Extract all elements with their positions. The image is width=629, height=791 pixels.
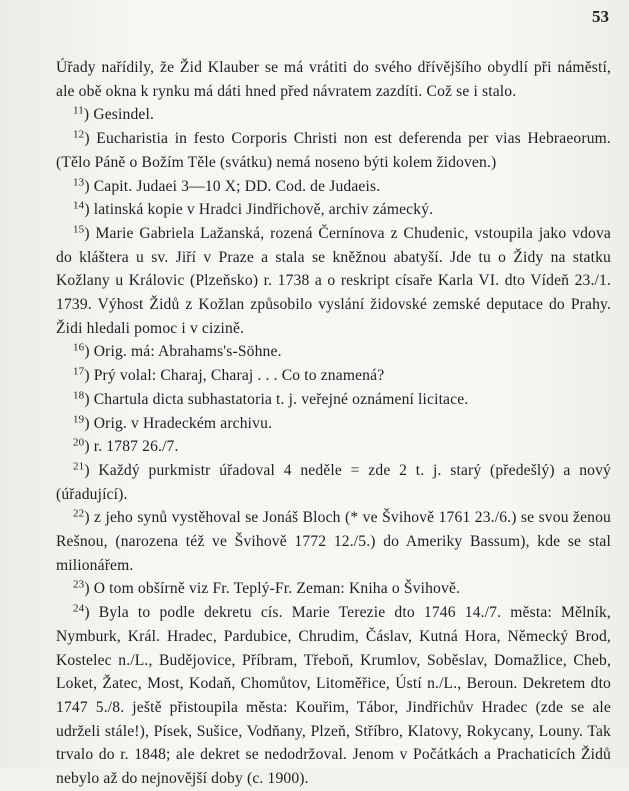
- footnote-24: $^{24}$) Byla to podle dekretu cís. Marie Terezie dto 1746 14./7. města: Mělník, Nymburk, Král. Hradec, Pardubice, Chrudim, Čáslav, Kutná Hora, Německý Brod, Kostelec n./L., Budějovice, Příbram, Třeboň, Krumlov, Soběslav, Domažlice, Cheb, Loket, Žatec, Most, Kodaň, Chomůtov, Litoměřice, Ústí n./L., Beroun. Dekretem dto 1747 5./8. ještě přistoupila města: Kouřim, Tábor, Jindřichův Hradec (zde se ale udrželi stále!), Písek, Sušice, Vodňany, Plzeň, Stříbro, Klatovy, Rokycany, Louny. Tak trvalo do r. 1848; ale dekret se nedodržoval. Jenom v Počátkách a Prachaticích Židů nebylo až do nejnovější doby (c. 1900).: [56, 602, 611, 788]
- footnote-mark-23: 23: [73, 578, 85, 591]
- footnote-text-20: r. 1787 26./7.: [93, 438, 179, 456]
- footnote-mark-14: 14: [73, 199, 85, 212]
- footnote-mark-19: 19: [73, 413, 85, 426]
- footnote-11: $^{11}$) Gesindel.: [73, 104, 154, 124]
- footnote-mark-24: 24: [73, 602, 85, 615]
- footnote-text-16: Orig. má: Abrahams's-Söhne.: [93, 343, 282, 361]
- footnote-mark-12: 12: [73, 128, 85, 141]
- footnote-text-19: Orig. v Hradeckém archivu.: [93, 414, 273, 432]
- footnote-15: $^{15}$) Marie Gabriela Lažanská, rozená Černínova z Chudenic, vstoupila jako vdova do kláštera u sv. Jiří v Praze a stala se kněžnou abatyší. Jde tu o Židy na statku Kožlany u Královic (Plzeňsko) r. 1738 a o reskript císaře Karla VI. dto Vídeň 23./1. 1739. Výhost Židů z Kožlan způsobilo vyslání židovské zemské deputace do Prahy. Židi hledali pomoc i v cizině.: [56, 223, 611, 337]
- footnote-mark-17: 17: [73, 365, 85, 378]
- footnote-mark-20: 20: [73, 436, 85, 449]
- footnote-text-13: Capit. Judaei 3—10 X; DD. Cod. de Judaeis.: [93, 177, 381, 195]
- footnote-12: $^{12}$) Eucharistia in festo Corporis Christi non est deferenda per vias Hebraeorum. (Tělo Páně o Božím Těle (svátku) nemá noseno býti kolem židoven.): [56, 128, 611, 171]
- footnote-18: $^{18}$) Chartula dicta subhastatoria t. j. veřejné oznámení licitace.: [73, 389, 469, 408]
- footnote-mark-21: 21: [73, 460, 85, 473]
- footnote-mark-22: 22: [73, 507, 85, 520]
- footnote-mark-13: 13: [73, 176, 85, 189]
- footnote-text-23: O tom obšírně viz Fr. Teplý-Fr. Zeman: Kniha o Švihově.: [93, 580, 461, 598]
- footnote-mark-18: 18: [73, 389, 85, 402]
- footnote-text-11: Gesindel.: [93, 106, 154, 124]
- footnote-text-18: Chartula dicta subhastatoria t. j. veřejné oznámení licitace.: [93, 390, 469, 408]
- footnote-text-17: Prý volal: Charaj, Charaj . . . Co to znamená?: [93, 367, 385, 385]
- footnote-17: $^{17}$) Prý volal: Charaj, Charaj . . . Co to znamená?: [73, 365, 385, 385]
- footnote-mark-15: 15: [73, 223, 85, 236]
- page-number: 53: [592, 7, 609, 26]
- footnote-text-24: Byla to podle dekretu cís. Marie Terezie dto 1746 14./7. města: Mělník, Nymburk, Král. Hradec, Pardubice, Chrudim, Čáslav, Kutná Hora, Německý Brod, Kostelec n./L., Budějovice, Příbram, Třeboň, Krumlov, Soběslav, Domažlice, Cheb, Loket, Žatec, Most, Kodaň, Chomůtov, Litoměřice, Ústí n./L., Beroun. Dekretem dto 1747 5./8. ještě přistoupila města: Kouřim, Tábor, Jindřichův Hradec (zde se ale udrželi stále!), Písek, Sušice, Vodňany, Plzeň, Stříbro, Klatovy, Rokycany, Louny. Tak trvalo do r. 1848; ale dekret se nedodržoval. Jenom v Počátkách a Prachaticích Židů nebylo až do nejnovější doby (c. 1900).: [56, 604, 611, 788]
- footnote-23: $^{23}$) O tom obšírně viz Fr. Teplý-Fr. Zeman: Kniha o Švihově.: [73, 578, 461, 598]
- footnote-14: $^{14}$) latinská kopie v Hradci Jindřichově, archiv zámecký.: [73, 199, 434, 219]
- footnote-16: $^{16}$) Orig. má: Abrahams's-Söhne.: [73, 341, 282, 361]
- footnote-mark-11: 11: [73, 104, 84, 117]
- footnote-text-12: Eucharistia in festo Corporis Christi non est deferenda per vias Hebraeorum. (Tělo Páně o Božím Těle (svátku) nemá noseno býti kolem židoven.): [56, 130, 611, 171]
- page-content: [56, 56, 611, 791]
- footnote-text-22: z jeho synů vystěhoval se Jonáš Bloch (* ve Švihově 1761 23./6.) se svou ženou Rešnou, (narozena též ve Švihově 1772 12./5.) do Ameriky Bassum), kde se stal milionářem.: [56, 509, 611, 574]
- footnote-13: $^{13}$) Capit. Judaei 3—10 X; DD. Cod. de Judaeis.: [73, 176, 381, 195]
- intro-paragraph: Úřady nařídily, že Žid Klauber se má vrátiti do svého dřívějšího obydlí při náměstí, ale obě okna k rynku má dáti hned před návratem zazdíti. Což se i stalo.: [56, 59, 611, 100]
- footnote-21: $^{21}$) Každý purkmistr úřadoval 4 neděle = zde 2 t. j. starý (předešlý) a nový (úřadující).: [56, 460, 611, 503]
- footnote-20: $^{20}$) r. 1787 26./7.: [73, 436, 179, 456]
- footnote-mark-16: 16: [73, 341, 85, 354]
- footnote-text-21: Každý purkmistr úřadoval 4 neděle = zde 2 t. j. starý (předešlý) a nový (úřadující).: [56, 461, 611, 503]
- footnote-19: $^{19}$) Orig. v Hradeckém archivu.: [73, 413, 273, 432]
- footnote-text-15: Marie Gabriela Lažanská, rozená Černínova z Chudenic, vstoupila jako vdova do kláštera u sv. Jiří v Praze a stala se kněžnou abatyší. Jde tu o Židy na statku Kožlany u Královic (Plzeňsko) r. 1738 a o reskript císaře Karla VI. dto Vídeň 23./1. 1739. Výhost Židů z Kožlan způsobilo vyslání židovské zemské deputace do Prahy. Židi hledali pomoc i v cizině.: [56, 224, 611, 337]
- footnote-text-14: latinská kopie v Hradci Jindřichově, archiv zámecký.: [93, 201, 434, 219]
- footnote-22: $^{22}$) z jeho synů vystěhoval se Jonáš Bloch (* ve Švihově 1761 23./6.) se svou ženou Rešnou, (narozena též ve Švihově 1772 12./5.) do Ameriky Bassum), kde se stal milionářem.: [56, 507, 611, 574]
